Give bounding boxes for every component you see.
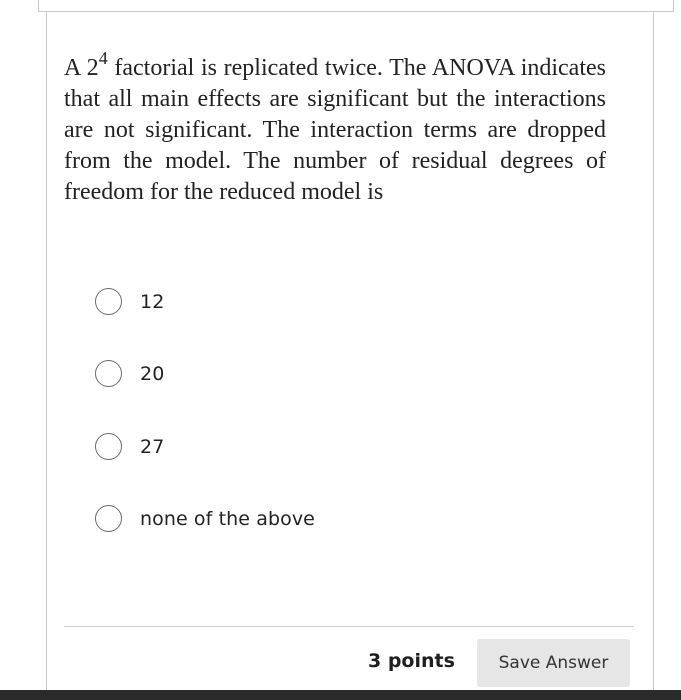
option-none-of-the-above[interactable] (95, 505, 315, 532)
radio-button-icon[interactable] (95, 505, 122, 532)
radio-button-icon[interactable] (95, 433, 122, 460)
question-prefix: A 2 (64, 55, 99, 81)
option-27[interactable] (95, 433, 164, 460)
option-label: 12 (140, 290, 165, 313)
radio-button-icon[interactable] (95, 360, 122, 387)
option-20[interactable] (95, 360, 164, 387)
radio-button-icon[interactable] (95, 288, 122, 315)
question-exponent: 4 (98, 48, 108, 68)
option-label: 27 (140, 435, 165, 458)
option-label: 20 (140, 362, 165, 385)
bottom-bar (0, 690, 681, 700)
previous-question-box (38, 0, 674, 12)
option-12[interactable] (95, 288, 164, 315)
question-text (64, 48, 606, 208)
save-answer-button[interactable]: Save Answer (477, 639, 630, 687)
option-label: none of the above (140, 507, 315, 530)
points-label: 3 points (368, 650, 455, 672)
question-body: factorial is replicated twice. The ANOVA indicates that all main effects are significant but the interactions are not significant. The interaction terms are dropped from the model. The number of residual degrees of freedom for the reduced model is (64, 55, 606, 205)
footer-divider (64, 626, 634, 627)
